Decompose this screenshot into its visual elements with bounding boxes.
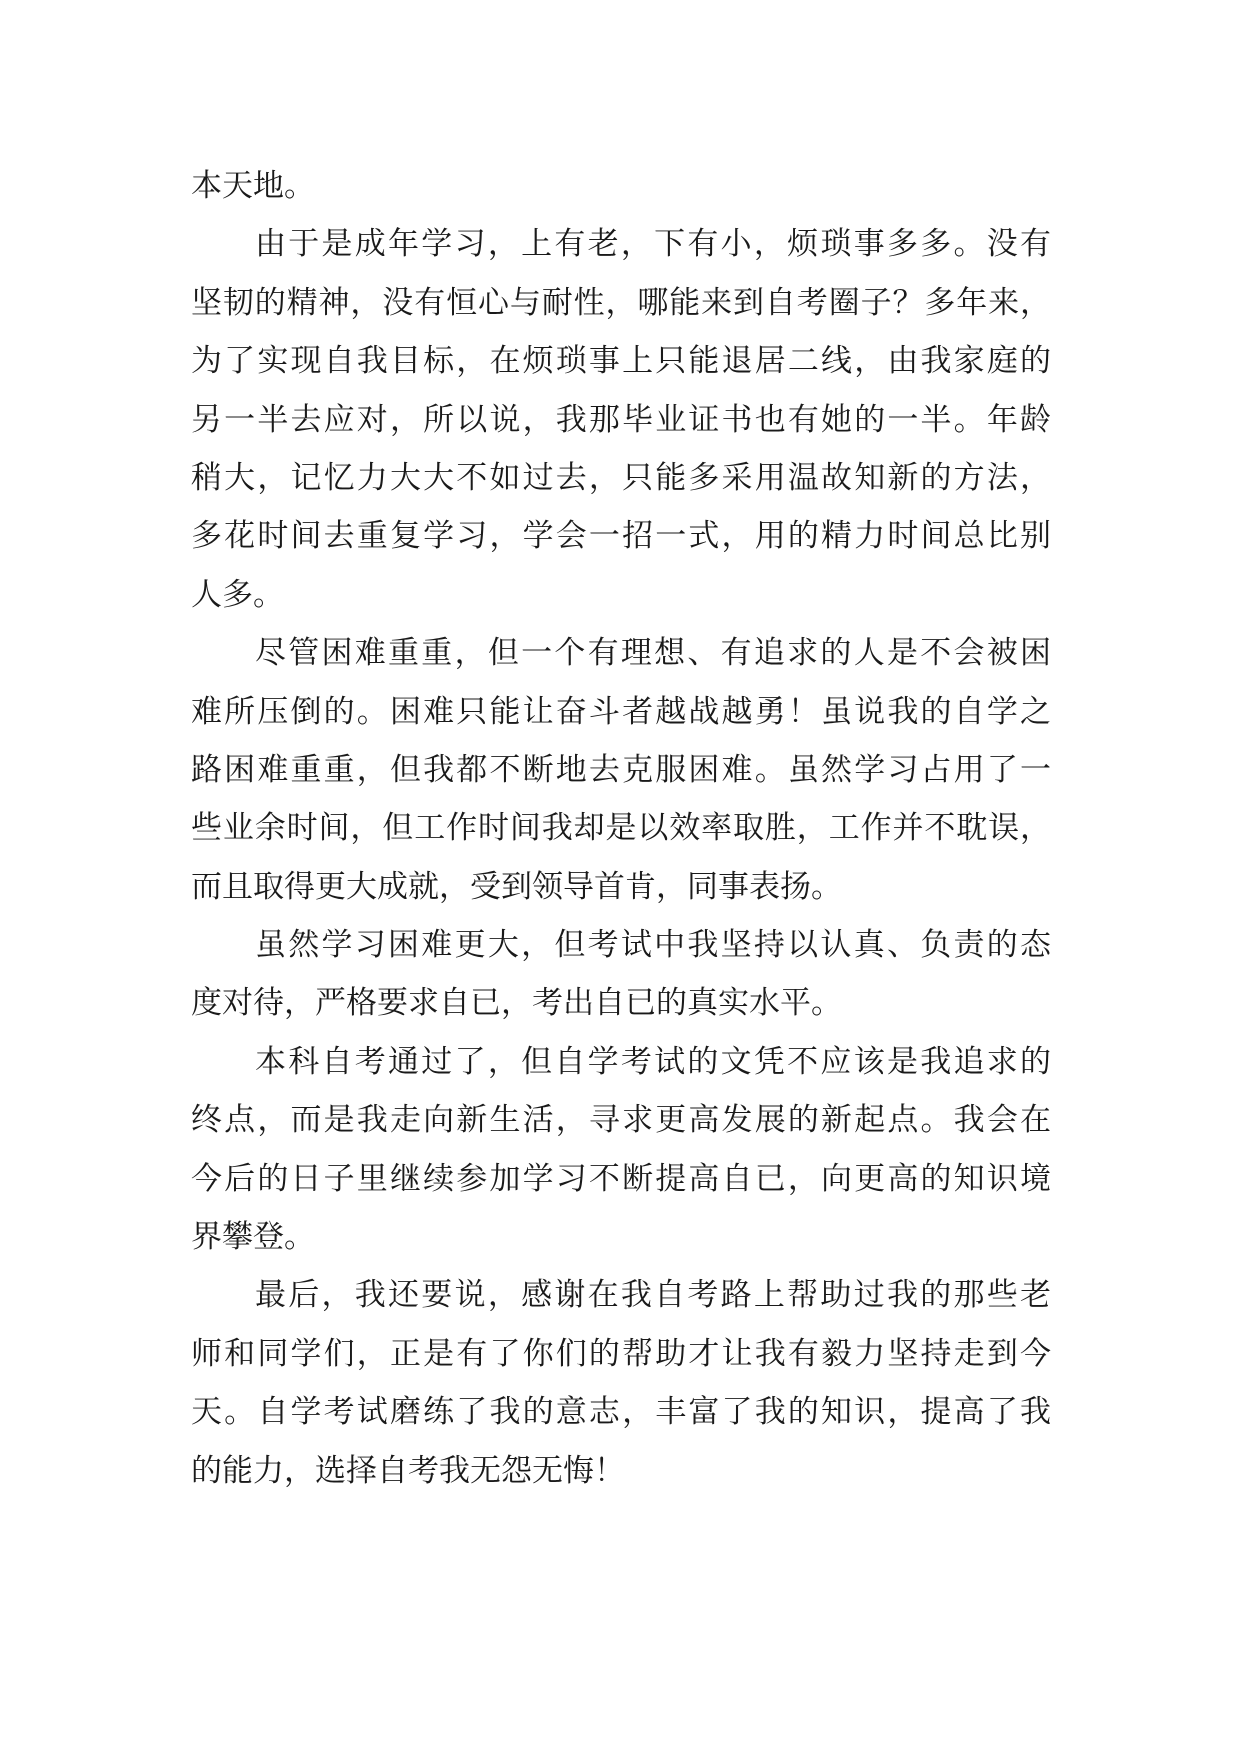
text-line: 度对待，严格要求自已，考出自已的真实水平。 [191,985,842,1022]
text-line: 多花时间去重复学习，学会一招一式，用的精力时间总比别 [191,518,1051,555]
text-line: 终点，而是我走向新生活，寻求更高发展的新起点。我会在 [191,1102,1051,1139]
text-line: 另一半去应对，所以说，我那毕业证书也有她的一半。年龄 [191,401,1051,438]
text-line: 界攀登。 [191,1219,315,1256]
text-line: 为了实现自我目标，在烦琐事上只能退居二线，由我家庭的 [191,343,1051,380]
text-line: 天。自学考试磨练了我的意志，丰富了我的知识，提高了我 [191,1394,1051,1431]
text-line: 人多。 [191,576,284,613]
text-line: 最后，我还要说，感谢在我自考路上帮助过我的那些老 [255,1277,1051,1314]
text-line: 尽管困难重重，但一个有理想、有追求的人是不会被困 [255,635,1051,672]
text-line: 由于是成年学习，上有老，下有小，烦琐事多多。没有 [255,226,1051,263]
text-line: 今后的日子里继续参加学习不断提高自已，向更高的知识境 [191,1160,1051,1197]
text-line: 的能力，选择自考我无怨无悔！ [191,1452,625,1489]
text-line: 些业余时间，但工作时间我却是以效率取胜，工作并不耽误， [191,810,1051,847]
document-body [191,157,1051,1500]
text-line: 本科自考通过了，但自学考试的文凭不应该是我追求的 [255,1043,1051,1080]
text-line: 虽然学习困难更大，但考试中我坚持以认真、负责的态 [255,927,1051,964]
text-line: 师和同学们，正是有了你们的帮助才让我有毅力坚持走到今 [191,1335,1051,1372]
text-line: 本天地。 [191,168,315,204]
text-line: 难所压倒的。困难只能让奋斗者越战越勇！虽说我的自学之 [191,693,1051,730]
text-line: 稍大，记忆力大大不如过去，只能多采用温故知新的方法， [191,459,1051,496]
text-line: 路困难重重，但我都不断地去克服困难。虽然学习占用了一 [191,751,1051,788]
text-line: 坚韧的精神，没有恒心与耐性，哪能来到自考圈子？多年来， [191,284,1051,321]
text-line: 而且取得更大成就，受到领导首肯，同事表扬。 [191,868,842,905]
